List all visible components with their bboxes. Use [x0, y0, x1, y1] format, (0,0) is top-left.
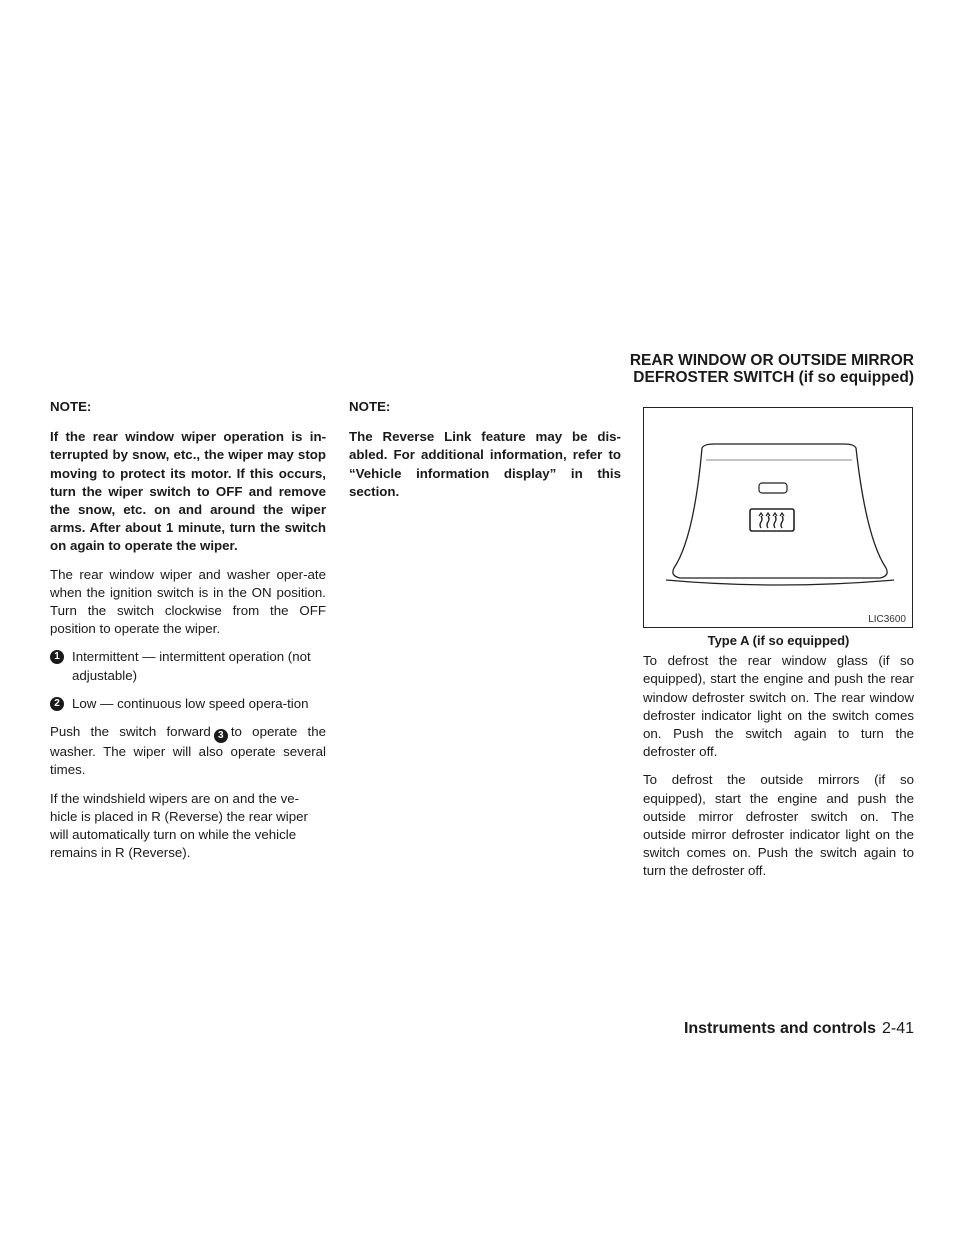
right-column — [643, 632, 914, 891]
section-heading-line1: REAR WINDOW OR OUTSIDE MIRROR — [629, 352, 914, 369]
wiper-paragraph: The rear window wiper and washer oper-ate when the ignition switch is in the ON position. Turn the switch clockwise from the OFF position to operate the wiper. — [50, 566, 326, 637]
number-badge-2: 2 — [50, 697, 64, 711]
section-heading-line2: DEFROSTER SWITCH (if so equipped) — [633, 369, 914, 386]
rear-defroster-icon — [750, 509, 794, 531]
footer-label: Instruments and controls — [683, 1020, 876, 1037]
page-footer — [684, 1020, 914, 1038]
note-text: If the rear window wiper operation is in-terrupted by snow, etc., the wiper may stop moving to protect its motor. If this occurs, turn the wiper switch to OFF and remove the snow, etc. on and around the wiper arms. After about 1 minute, turn the switch on again to operate the wiper. — [50, 429, 326, 554]
note-title: NOTE: — [50, 399, 92, 414]
figure-caption: Type A (if so equipped) — [707, 633, 850, 648]
figure-code: LIC3600 — [868, 614, 906, 625]
washer-text-before: Push the switch forward — [50, 724, 211, 740]
number-badge-3: 3 — [214, 729, 228, 743]
left-column — [50, 398, 326, 872]
rear-defrost-paragraph: To defrost the rear window glass (if so equipped), start the engine and push the rear window defroster switch on. The rear window defroster indicator light on the switch comes on. Push the switch again to turn the defroster off. — [643, 653, 914, 760]
washer-text-after: to operate the washer. The wiper will also operate several times. — [50, 724, 327, 778]
list-item-text: Low — continuous low speed opera-tion — [72, 695, 309, 711]
note-title: NOTE: — [349, 399, 391, 414]
list-item-text: Intermittent — intermittent operation (not adjustable) — [72, 649, 311, 683]
middle-column — [349, 398, 621, 511]
note-text: The Reverse Link feature may be dis-abled. For additional information, refer to “Vehicle information display” in this section. — [349, 429, 621, 499]
mirror-defrost-paragraph: To defrost the outside mirrors (if so equipped), start the engine and push the outside mirror defroster switch on. The outside mirror defroster indicator light on the switch comes on. Push the switch again to turn the defroster off. — [643, 772, 914, 879]
list-item-intermittent — [50, 648, 326, 684]
indicator-light-icon — [759, 483, 787, 493]
section-heading — [630, 352, 914, 386]
washer-paragraph — [50, 723, 326, 780]
list-item-low — [50, 695, 326, 713]
reverse-paragraph: If the windshield wipers are on and the ve-hicle is placed in R (Reverse) the rear wiper will automatically turn on while the vehicle remains in R (Reverse). — [50, 790, 308, 861]
defroster-switch-figure — [643, 407, 913, 628]
number-badge-1: 1 — [50, 650, 64, 664]
defroster-switch-illustration — [644, 408, 912, 627]
page-number: 2-41 — [881, 1020, 914, 1037]
